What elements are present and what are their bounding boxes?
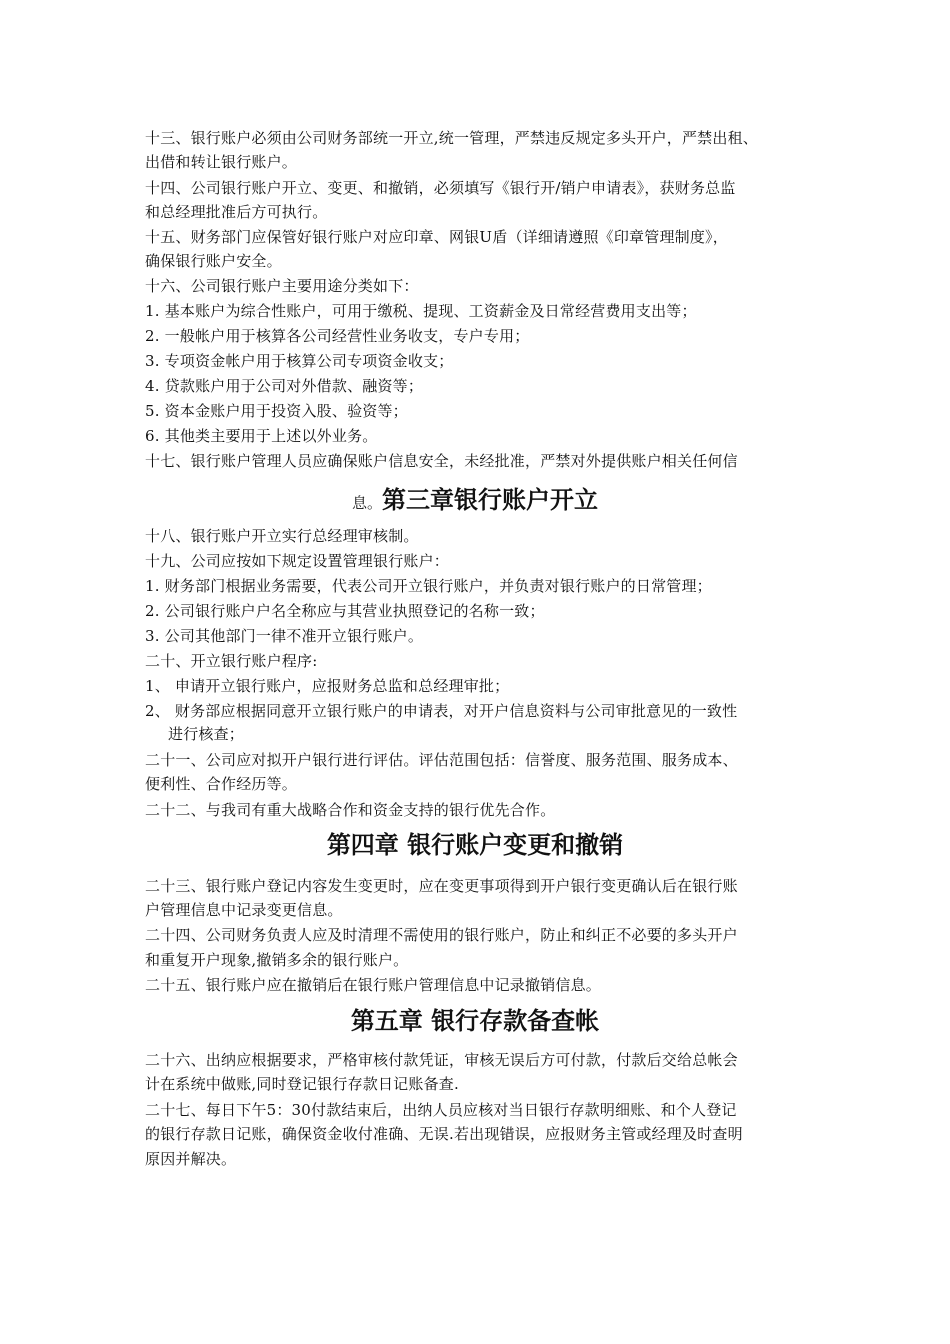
list-item: 1. 基本账户为综合性账户，可用于缴税、提现、工资薪金及日常经营费用支出等；: [145, 302, 697, 320]
list-item-continuation: 进行核查；: [168, 725, 245, 743]
paragraph-line: 二十四、公司财务负责人应及时清理不需使用的银行账户，防止和纠正不必要的多头开户: [145, 926, 738, 944]
paragraph-line: 二十五、银行账户应在撤销后在银行账户管理信息中记录撤销信息。: [145, 976, 602, 994]
paragraph-line: 十八、银行账户开立实行总经理审核制。: [145, 527, 419, 545]
paragraph-line: 二十七、每日下午5：30付款结束后，出纳人员应核对当日银行存款明细账、和个人登记: [145, 1101, 737, 1119]
list-item: 3. 专项资金帐户用于核算公司专项资金收支；: [145, 352, 454, 370]
paragraph-line: 便利性、合作经历等。: [145, 775, 298, 793]
paragraph-line: 计在系统中做账,同时登记银行存款日记账备查.: [145, 1075, 459, 1093]
list-item: 2. 一般帐户用于核算各公司经营性业务收支，专户专用；: [145, 327, 530, 345]
paragraph-line: 二十、开立银行账户程序:: [145, 652, 318, 670]
paragraph-line: 十七、银行账户管理人员应确保账户信息安全，未经批准，严禁对外提供账户相关任何信: [145, 452, 738, 470]
paragraph-line: 确保银行账户安全。: [145, 252, 282, 270]
list-item: 5. 资本金账户用于投资入股、验资等；: [145, 402, 408, 420]
paragraph-line: 二十一、公司应对拟开户银行进行评估。评估范围包括：信誉度、服务范围、服务成本、: [145, 751, 738, 769]
paragraph-line: 十九、公司应按如下规定设置管理银行账户：: [145, 552, 450, 570]
paragraph-line: 的银行存款日记账，确保资金收付准确、无误.若出现错误，应报财务主管或经理及时查明: [145, 1125, 743, 1143]
paragraph-line: 十三、银行账户必须由公司财务部统一开立,统一管理，严禁违反规定多头开户，严禁出租、: [145, 129, 758, 147]
paragraph-line: 十四、公司银行账户开立、变更、和撤销，必须填写《银行开/销户申请表》，获财务总监: [145, 179, 736, 197]
list-item: 6. 其他类主要用于上述以外业务。: [145, 427, 378, 445]
paragraph-line: 和总经理批准后方可执行。: [145, 203, 328, 221]
chapter-3-heading: [0, 480, 950, 515]
list-item: 4. 贷款账户用于公司对外借款、融资等；: [145, 377, 424, 395]
paragraph-line: 户管理信息中记录变更信息。: [145, 901, 343, 919]
list-item: 2. 公司银行账户户名全称应与其营业执照登记的名称一致；: [145, 602, 545, 620]
list-item: 2、 财务部应根据同意开立银行账户的申请表，对开户信息资料与公司审批意见的一致性: [145, 702, 738, 720]
paragraph-tail: 息。: [351, 494, 382, 512]
paragraph-line: 二十六、出纳应根据要求，严格审核付款凭证，审核无误后方可付款，付款后交给总帐会: [145, 1051, 738, 1069]
paragraph-line: 二十二、与我司有重大战略合作和资金支持的银行优先合作。: [145, 801, 556, 819]
paragraph-line: 出借和转让银行账户。: [145, 153, 298, 171]
list-item: 1、 申请开立银行账户，应报财务总监和总经理审批；: [145, 677, 510, 695]
list-item: 1. 财务部门根据业务需要，代表公司开立银行账户，并负责对银行账户的日常管理；: [145, 577, 712, 595]
paragraph-line: 二十三、银行账户登记内容发生变更时，应在变更事项得到开户银行变更确认后在银行账: [145, 877, 738, 895]
paragraph-line: 原因并解决。: [145, 1150, 237, 1168]
paragraph-line: 十六、公司银行账户主要用途分类如下：: [145, 277, 419, 295]
chapter-5-title: 第五章 银行存款备查帐: [350, 1007, 600, 1035]
chapter-3-title: 第三章银行账户开立: [382, 486, 598, 514]
paragraph-line: 和重复开户现象,撤销多余的银行账户。: [145, 951, 409, 969]
chapter-4-title: 第四章 银行账户变更和撤销: [326, 831, 624, 859]
list-item: 3. 公司其他部门一律不准开立银行账户。: [145, 627, 424, 645]
paragraph-line: 十五、财务部门应保管好银行账户对应印章、网银U盾（详细请遵照《印章管理制度》，: [145, 228, 728, 246]
